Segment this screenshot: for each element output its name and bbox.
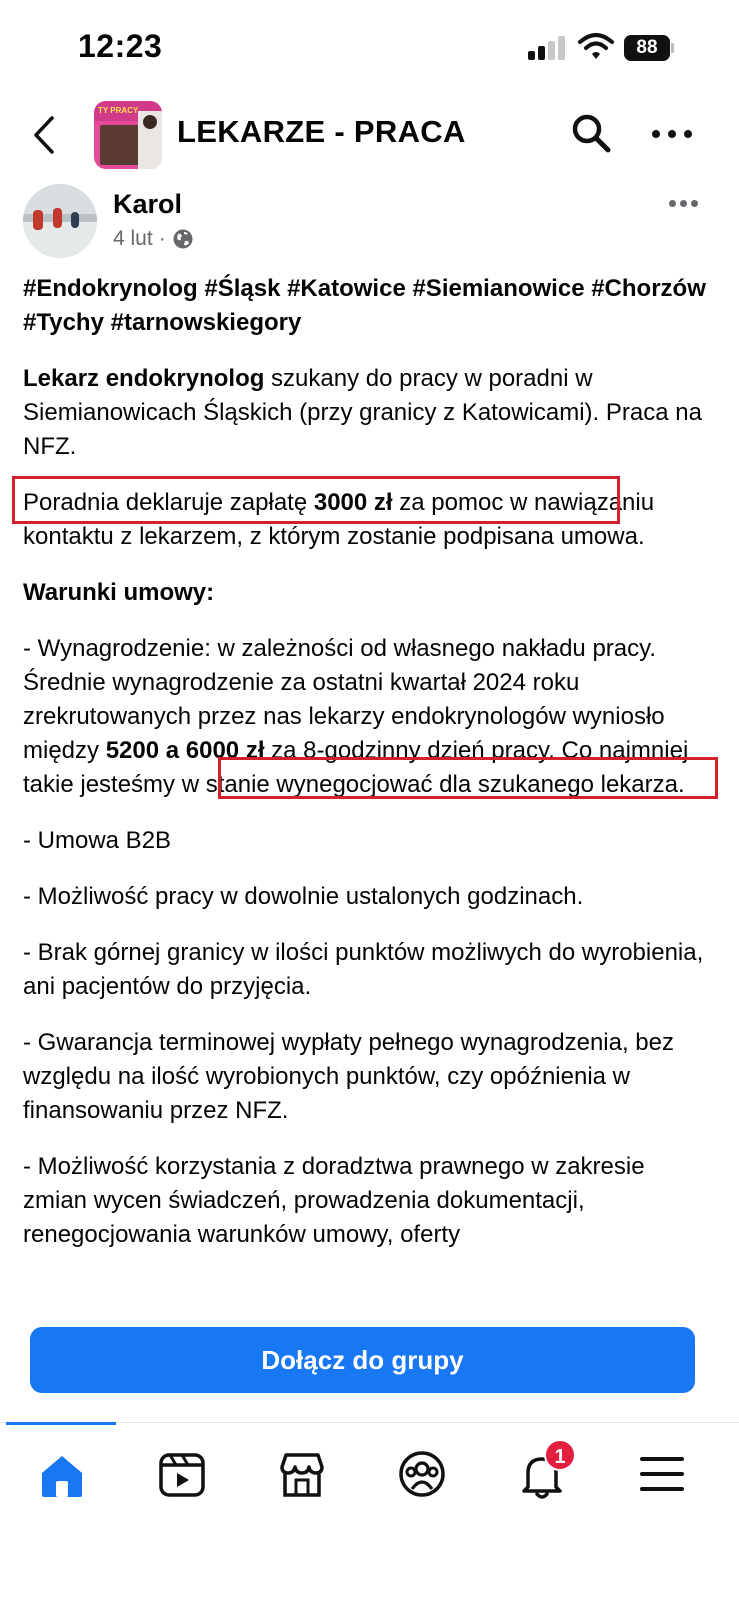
battery-icon	[624, 35, 674, 61]
group-thumbnail-text: TY PRACY	[94, 101, 162, 121]
bottom-tab-bar	[0, 1422, 739, 1600]
post-date[interactable]: 4 lut	[113, 227, 153, 250]
post-salary	[23, 632, 713, 802]
list-item: - Możliwość pracy w dowolnie ustalonych godzinach.	[23, 883, 584, 910]
list-item: - Gwarancja terminowej wypłaty pełnego wynagrodzenia, bez względu na ilość wyrobionych punktów, czy opóźnienia w finansowaniu przez NFZ.	[23, 1029, 674, 1124]
bonus-amount: 3000 zł	[313, 489, 393, 516]
join-area	[0, 1300, 739, 1420]
post-header	[0, 180, 739, 264]
signal-icon	[528, 36, 568, 60]
group-thumbnail[interactable]	[94, 101, 162, 169]
meta-separator: ·	[158, 227, 166, 250]
notifications-icon[interactable]	[514, 1447, 570, 1501]
avatar[interactable]	[23, 184, 97, 258]
globe-icon	[172, 228, 194, 250]
salary-amount: 5200 a 6000 zł	[105, 737, 265, 764]
post-bonus	[23, 486, 713, 554]
list-item: - Brak górnej granicy w ilości punktów możliwych do wyrobienia, ani pacjentów do przyjęcia.	[23, 939, 704, 1000]
active-tab-indicator	[6, 1422, 116, 1425]
list-item: - Umowa B2B	[23, 827, 172, 854]
list-item: - Możliwość korzystania z doradztwa prawnego w zakresie zmian wycen świadczeń, prowadzenia dokumentacji, renegocjowania warunków umowy, oferty	[23, 1153, 645, 1248]
post-hashtags[interactable]: #Endokrynolog #Śląsk #Katowice #Siemianowice #Chorzów #Tychy #tarnowskiegory	[23, 275, 706, 336]
status-bar	[0, 0, 739, 96]
home-icon[interactable]	[34, 1447, 90, 1501]
post-body	[23, 272, 713, 1297]
bonus-post: za pomoc w nawiązaniu kontaktu z lekarzem, z którym zostanie podpisana umowa.	[23, 489, 655, 550]
post-intro	[23, 362, 713, 464]
conditions-title: Warunki umowy:	[23, 579, 215, 606]
post-meta	[113, 227, 194, 251]
status-time: 12:23	[78, 28, 163, 64]
battery-level: 88	[624, 35, 670, 61]
back-arrow-icon[interactable]	[28, 110, 64, 160]
more-dots-icon[interactable]	[650, 120, 694, 146]
post-author[interactable]: Karol	[113, 189, 183, 219]
salary-pre: - Wynagrodzenie: w zależności od własnego nakładu pracy. Średnie wynagrodzenie za ostatni kwartał 2024 roku zrekrutowanych przez nas lekarzy endokrynologów wyniosło między	[23, 635, 665, 764]
intro-bold: Lekarz endokrynolog	[23, 365, 265, 392]
wifi-icon	[578, 32, 614, 62]
groups-icon[interactable]	[394, 1447, 450, 1501]
bonus-pre: Poradnia deklaruje zapłatę	[23, 489, 314, 516]
search-icon[interactable]	[570, 112, 612, 154]
group-title[interactable]: LEKARZE - PRACA	[177, 114, 466, 149]
post-options-icon[interactable]	[667, 198, 699, 210]
notifications-badge: 1	[544, 1439, 576, 1471]
intro-rest: szukany do pracy w poradni w Siemianowicach Śląskich (przy granicy z Katowicami). Praca na NFZ.	[23, 365, 702, 460]
group-header	[0, 96, 739, 178]
join-group-button[interactable]: Dołącz do grupy	[30, 1327, 695, 1393]
salary-post: za 8-godzinny dzień pracy. Co najmniej takie jesteśmy w stanie wynegocjować dla szukanego lekarza.	[23, 737, 689, 798]
menu-icon[interactable]	[634, 1447, 690, 1501]
text-fade	[0, 1262, 739, 1302]
video-icon[interactable]	[154, 1447, 210, 1501]
marketplace-icon[interactable]	[274, 1447, 330, 1501]
